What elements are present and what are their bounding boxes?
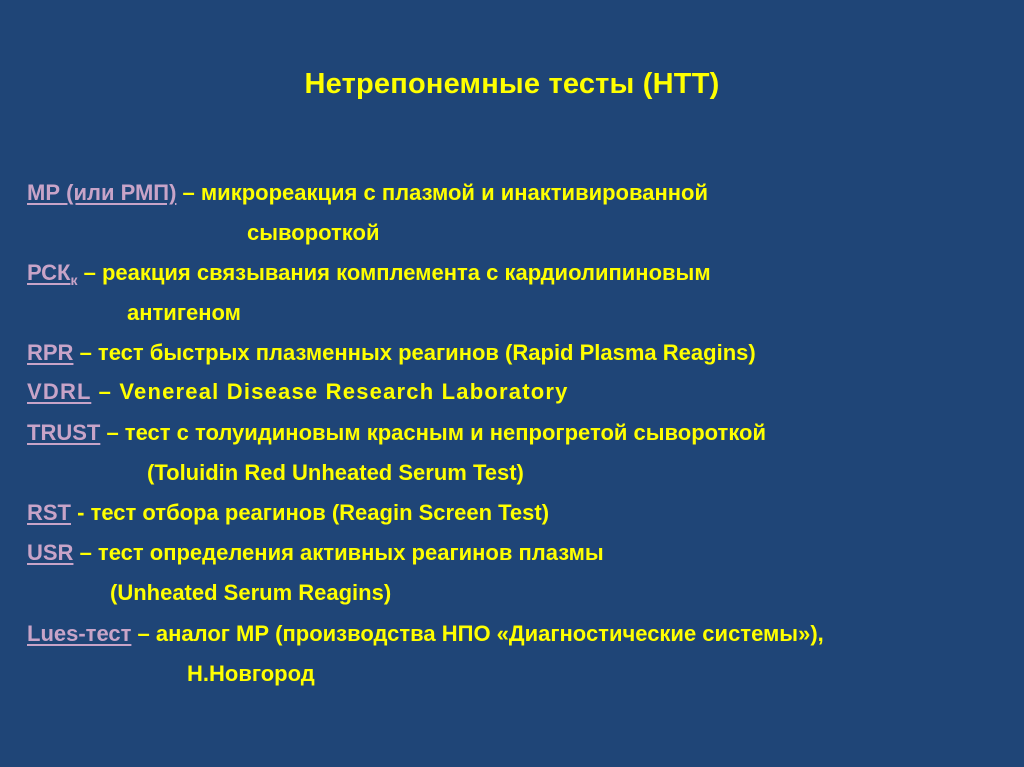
entry-separator: – [131, 621, 156, 646]
entry-separator: – [73, 340, 98, 365]
entry-description: тест отбора реагинов (Reagin Screen Test) [90, 500, 550, 525]
entry-description: реакция связывания комплемента с кардиолипиновым [101, 260, 711, 285]
entry-rpr [27, 338, 756, 368]
term-rpr[interactable]: RPR [27, 340, 74, 365]
entry-separator: – [100, 420, 125, 445]
term-rsk-subscript: к [70, 272, 78, 288]
entry-rsk-continuation: антигеном [127, 300, 241, 325]
entry-vdrl [27, 377, 569, 407]
entry-rst [27, 498, 549, 528]
term-rst[interactable]: RST [27, 500, 71, 525]
entry-rsk [27, 258, 711, 295]
entry-separator: – [91, 379, 120, 404]
term-usr[interactable]: USR [27, 540, 74, 565]
entry-description: аналог МР (производства НПО «Диагностические системы»), [155, 621, 824, 646]
term-lues[interactable]: Lues-тест [27, 621, 132, 646]
slide-title: Нетрепонемные тесты (НТТ) [304, 68, 720, 100]
entry-separator: - [71, 500, 91, 525]
entry-description: тест определения активных реагинов плазмы [97, 540, 604, 565]
entry-description: микрореакция с плазмой и инактивированной [200, 180, 709, 205]
entry-description: тест с толуидиновым красным и непрогретой сывороткой [124, 420, 767, 445]
entry-mp-continuation: сывороткой [247, 220, 380, 245]
entry-lues-continuation: Н.Новгород [187, 661, 315, 686]
entry-separator: – [77, 260, 102, 285]
term-trust[interactable]: TRUST [27, 420, 101, 445]
entry-trust [27, 418, 766, 448]
entry-usr [27, 538, 604, 568]
entry-usr-continuation: (Unheated Serum Reagins) [110, 580, 392, 605]
entry-description: Venereal Disease Research Laboratory [119, 379, 569, 404]
term-rsk-label: РСК [27, 260, 71, 285]
entry-trust-continuation: (Toluidin Red Unheated Serum Test) [147, 460, 524, 485]
entry-separator: – [176, 180, 201, 205]
term-rsk[interactable] [27, 260, 78, 288]
entry-lues [27, 619, 824, 649]
term-mp[interactable]: МР (или РМП) [27, 180, 177, 205]
entry-mp [27, 178, 708, 208]
entry-separator: – [73, 540, 98, 565]
term-vdrl[interactable]: VDRL [27, 379, 92, 404]
entry-description: тест быстрых плазменных реагинов (Rapid Plasma Reagins) [97, 340, 756, 365]
